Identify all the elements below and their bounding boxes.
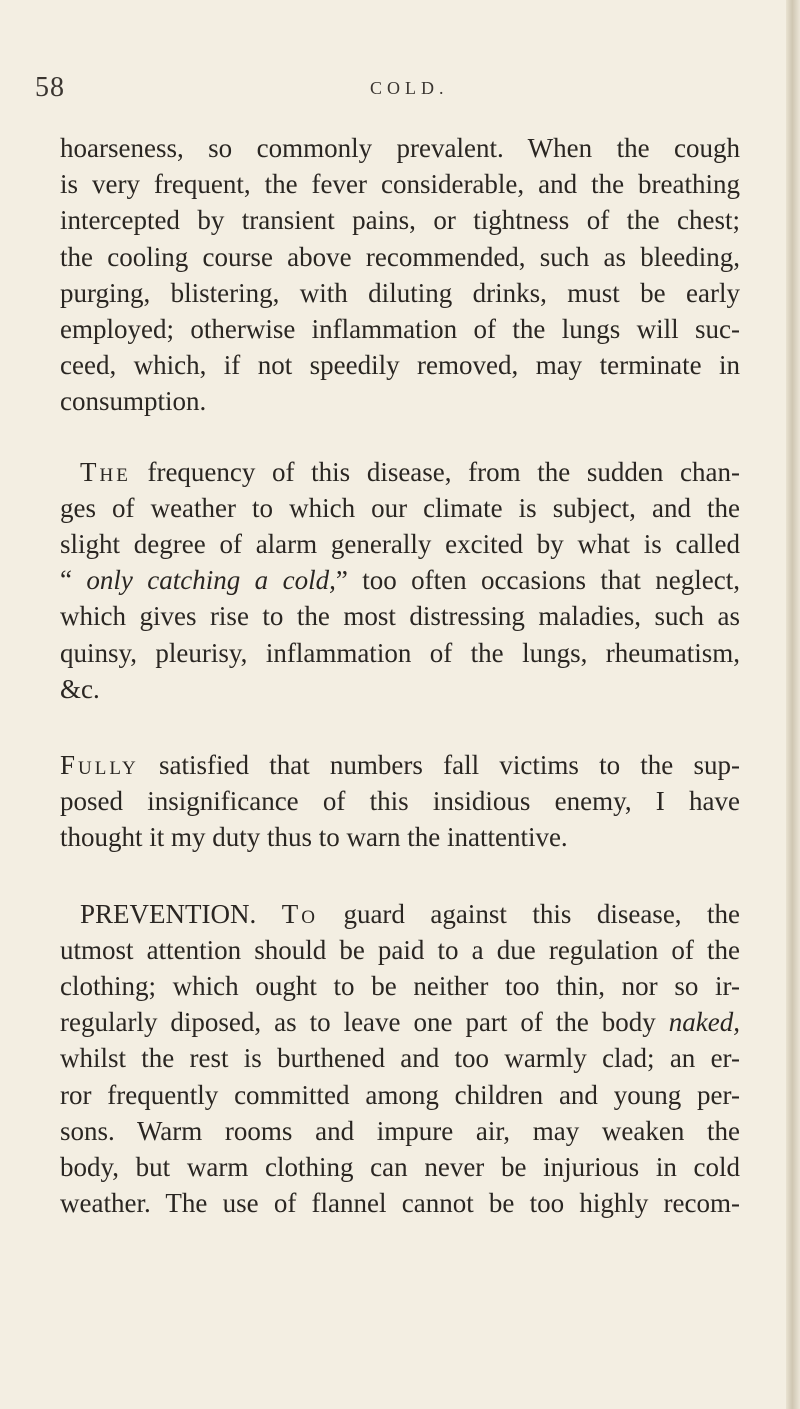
section-heading: PREVENTION. [80, 898, 257, 929]
text-line-rest: ” too often occasions that neglect, [335, 565, 740, 596]
paragraph-1 [60, 130, 740, 420]
page-edge-shadow [786, 0, 800, 1409]
text-line: purging, blistering, with diluting drinks, must be early [60, 277, 740, 308]
text-line [60, 1004, 740, 1040]
text-line: ges of weather to which our climate is subject, and the [60, 492, 740, 523]
page-number: 58 [35, 72, 65, 103]
text-line-rest: frequency of this disease, from the sudden chan- [147, 456, 740, 487]
text-line: hoarseness, so commonly prevalent. When the cough [60, 133, 740, 163]
text-line [60, 454, 740, 490]
text-line [60, 562, 740, 598]
paragraph-gap [60, 856, 740, 896]
text-line-rest: regularly diposed, as to leave one part of the body [60, 1007, 656, 1038]
page-header [35, 72, 755, 108]
text-line: is very frequent, the fever considerable, and the breathing [60, 169, 740, 200]
paragraph-gap [60, 707, 740, 747]
text-line: which gives rise to the most distressing maladies, such as [60, 601, 740, 632]
text-line: intercepted by transient pains, or tightness of the chest; [60, 205, 740, 236]
text-line: sons. Warm rooms and impure air, may weaken the [60, 1115, 740, 1146]
paragraph-gap [60, 420, 740, 454]
paragraph-3 [60, 747, 740, 856]
text-line: consumption. [60, 386, 207, 417]
text-line: the cooling course above recommended, such as bleeding, [60, 241, 740, 272]
quoted-phrase: only catching a cold, [86, 565, 336, 596]
text-line [60, 747, 740, 783]
lead-word: Fully [60, 750, 139, 781]
text-line: whilst the rest is burthened and too warmly clad; an er- [60, 1043, 740, 1074]
text-line-rest: satisfied that numbers fall victims to the sup- [159, 750, 740, 781]
paragraph-2 [60, 454, 740, 707]
text-line: ror frequently committed among children and young per- [60, 1079, 740, 1110]
open-quote: “ [60, 565, 72, 596]
text-line: &c. [60, 673, 100, 704]
running-head: COLD. [370, 78, 449, 98]
italic-word: naked, [668, 1007, 740, 1038]
text-line: employed; otherwise inflammation of the lungs will suc- [60, 314, 740, 345]
text-line: quinsy, pleurisy, inflammation of the lungs, rheumatism, [60, 637, 740, 668]
text-line [60, 896, 740, 932]
text-line: posed insignificance of this insidious enemy, I have [60, 786, 740, 817]
lead-word: The [80, 456, 131, 487]
text-line-rest: guard against this disease, the [343, 898, 741, 929]
text-line: ceed, which, if not speedily removed, may terminate in [60, 350, 740, 381]
text-line: utmost attention should be paid to a due regulation of the [60, 934, 740, 965]
lead-word: To [281, 898, 318, 929]
body-text [60, 130, 740, 1221]
text-line: slight degree of alarm generally excited by what is called [60, 529, 740, 560]
text-line: clothing; which ought to be neither too thin, nor so ir- [60, 971, 740, 1002]
text-line: body, but warm clothing can never be injurious in cold [60, 1152, 740, 1183]
text-line: weather. The use of flannel cannot be too highly recom- [60, 1188, 740, 1219]
text-line: thought it my duty thus to warn the inattentive. [60, 822, 568, 853]
paragraph-4 [60, 896, 740, 1222]
